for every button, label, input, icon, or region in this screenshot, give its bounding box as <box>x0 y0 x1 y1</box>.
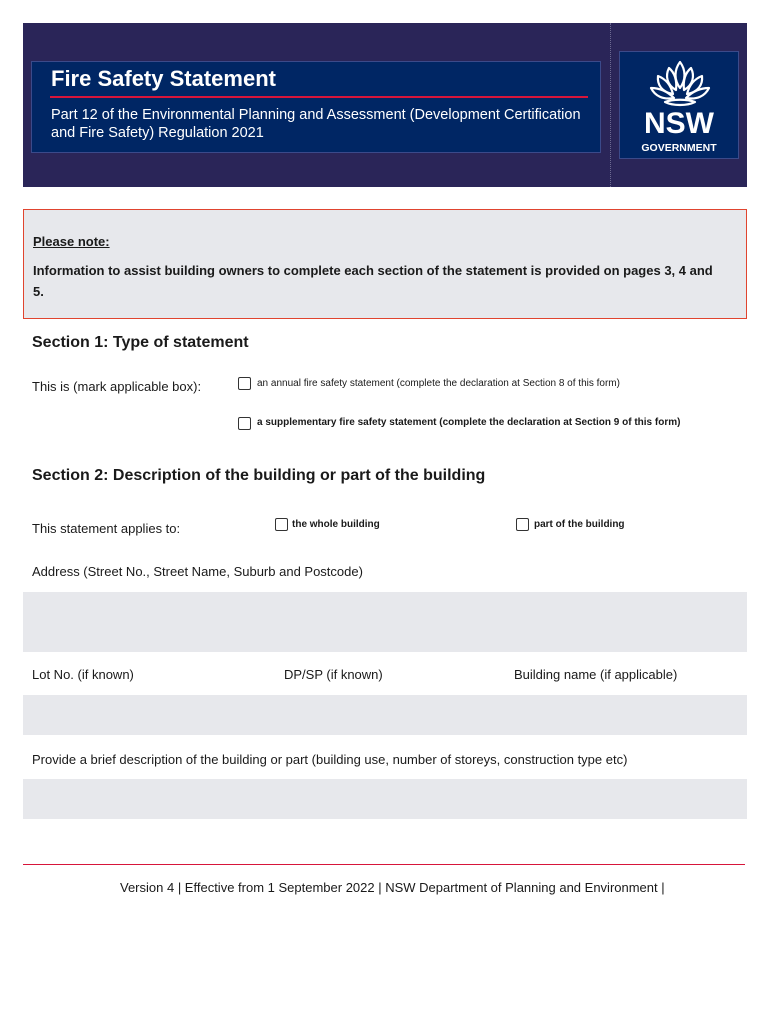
lot-dp-building-name-field[interactable] <box>23 695 747 735</box>
page-title: Fire Safety Statement <box>51 66 276 91</box>
title-underline <box>50 96 588 98</box>
section2-heading: Section 2: Description of the building or part of the building <box>32 467 486 484</box>
note-heading: Please note: <box>33 234 110 249</box>
address-field[interactable] <box>23 592 747 652</box>
header-banner <box>23 23 747 187</box>
please-note-box <box>23 209 747 319</box>
supplementary-statement-checkbox[interactable] <box>238 417 251 430</box>
applies-to-label: This statement applies to: <box>32 521 181 536</box>
header-divider <box>610 23 611 187</box>
logo-government-text: GOVERNMENT <box>641 142 717 154</box>
statement-type-prompt: This is (mark applicable box): <box>32 379 202 394</box>
whole-building-checkbox[interactable] <box>275 518 288 531</box>
whole-building-label: the whole building <box>292 519 380 530</box>
lot-number-label: Lot No. (if known) <box>32 667 134 682</box>
description-field[interactable] <box>23 779 747 819</box>
note-text: Information to assist building owners to complete each section of the statement is provided on pages 3, 4 and 5. <box>33 263 713 299</box>
annual-statement-checkbox[interactable] <box>238 377 251 390</box>
page-subtitle: Part 12 of the Environmental Planning and Assessment (Development Certification and Fire Safety) Regulation 2021 <box>51 107 581 141</box>
building-name-label: Building name (if applicable) <box>514 667 678 682</box>
footer-text: Version 4 | Effective from 1 September 2022 | NSW Department of Planning and Environment | <box>120 880 665 895</box>
description-label: Provide a brief description of the building or part (building use, number of storeys, construction type etc) <box>32 752 628 767</box>
part-building-label: part of the building <box>534 519 625 530</box>
title-box <box>31 61 601 153</box>
supplementary-statement-label: a supplementary fire safety statement (complete the declaration at Section 9 of this form) <box>257 417 681 428</box>
dp-sp-label: DP/SP (if known) <box>284 667 383 682</box>
address-label: Address (Street No., Street Name, Suburb and Postcode) <box>32 564 363 579</box>
nsw-government-logo <box>619 51 739 159</box>
annual-statement-label: an annual fire safety statement (complete the declaration at Section 8 of this form) <box>257 378 620 389</box>
waratah-icon <box>647 58 713 108</box>
section1-heading: Section 1: Type of statement <box>32 334 249 351</box>
part-building-checkbox[interactable] <box>516 518 529 531</box>
logo-nsw-text: NSW <box>644 107 714 140</box>
footer-divider <box>23 864 745 865</box>
